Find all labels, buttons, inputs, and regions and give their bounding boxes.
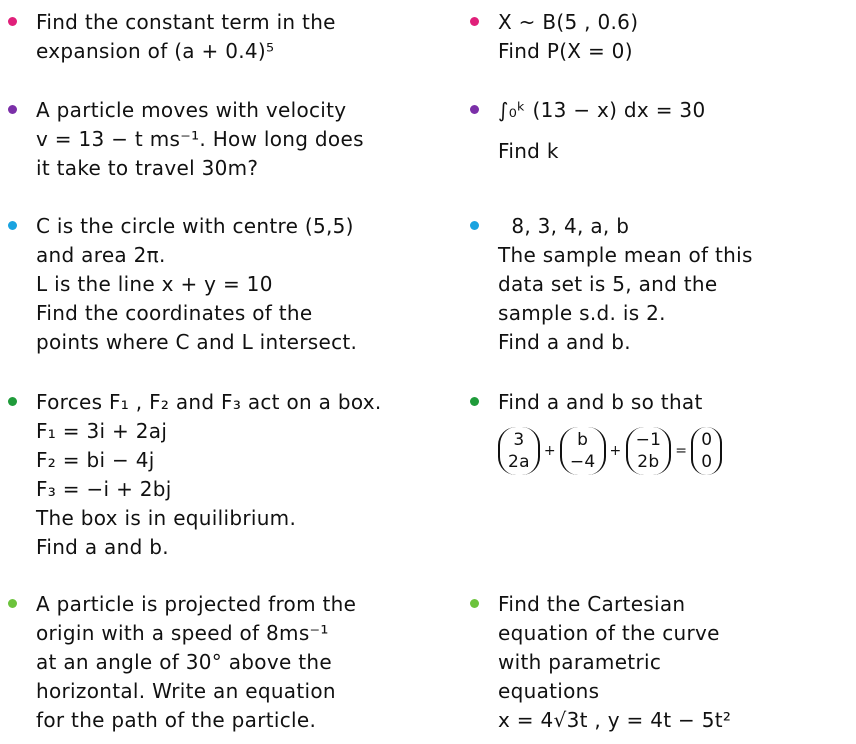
question-line: Find a and b. xyxy=(36,535,169,559)
question-line: points where C and L intersect. xyxy=(36,330,358,354)
question-line: Find a and b so that xyxy=(498,390,703,414)
question-line: A particle moves with velocity xyxy=(36,98,347,122)
question-line: it take to travel 30m? xyxy=(36,156,259,180)
question-forces xyxy=(8,388,382,562)
question-line: L is the line x + y = 10 xyxy=(36,272,273,296)
question-line: equations xyxy=(498,679,600,703)
question-line: The box is in equilibrium. xyxy=(36,506,297,530)
question-line: expansion of (a + 0.4)⁵ xyxy=(36,39,275,63)
question-parametric xyxy=(470,590,731,735)
question-integral xyxy=(470,96,705,166)
question-binomial-probability xyxy=(470,8,638,66)
question-line: Find the Cartesian xyxy=(498,592,686,616)
bullet-dot xyxy=(8,105,17,114)
column-vector xyxy=(626,427,672,475)
question-particle-velocity xyxy=(8,96,364,183)
vector-entry: −1 xyxy=(635,430,662,450)
question-vector-sum xyxy=(470,388,722,475)
question-line: Find P(X = 0) xyxy=(498,39,633,63)
question-binomial-constant xyxy=(8,8,336,66)
column-vector xyxy=(691,427,722,475)
question-line: origin with a speed of 8ms⁻¹ xyxy=(36,621,329,645)
vector-entry: 0 xyxy=(701,452,713,472)
bullet-dot xyxy=(8,17,17,26)
vector-entry: 2b xyxy=(637,452,660,472)
question-sample-statistics xyxy=(470,212,753,357)
column-vector xyxy=(498,427,540,475)
vector-entry: b xyxy=(577,430,589,450)
bullet-dot xyxy=(8,599,17,608)
vector-entry: 3 xyxy=(513,430,525,450)
question-line: horizontal. Write an equation xyxy=(36,679,336,703)
vector-entry: 0 xyxy=(701,430,713,450)
vector-entry: 2a xyxy=(508,452,530,472)
question-line: F₃ = −i + 2bj xyxy=(36,477,172,501)
question-line: and area 2π. xyxy=(36,243,166,267)
question-line: Find a and b. xyxy=(498,330,631,354)
plus-sign: + xyxy=(609,442,622,459)
question-line: Find the constant term in the xyxy=(36,10,336,34)
question-line: The sample mean of this xyxy=(498,243,753,267)
question-projectile xyxy=(8,590,356,735)
question-line: Forces F₁ , F₂ and F₃ act on a box. xyxy=(36,390,382,414)
bullet-dot xyxy=(470,221,479,230)
question-line: A particle is projected from the xyxy=(36,592,357,616)
question-line: ∫₀ᵏ (13 − x) dx = 30 xyxy=(498,98,706,122)
plus-sign: + xyxy=(543,442,556,459)
question-line: F₁ = 3i + 2aj xyxy=(36,419,168,443)
question-line: Find k xyxy=(498,139,559,163)
question-line: for the path of the particle. xyxy=(36,708,317,732)
question-line: sample s.d. is 2. xyxy=(498,301,666,325)
vector-entry: −4 xyxy=(569,452,596,472)
bullet-dot xyxy=(470,599,479,608)
vector-equation xyxy=(498,427,722,475)
equals-sign: = xyxy=(675,442,688,459)
question-line: v = 13 − t ms⁻¹. How long does xyxy=(36,127,364,151)
question-line: X ~ B(5 , 0.6) xyxy=(498,10,639,34)
question-line: 8, 3, 4, a, b xyxy=(498,214,630,238)
question-line: at an angle of 30° above the xyxy=(36,650,332,674)
column-vector xyxy=(560,427,606,475)
question-line: Find the coordinates of the xyxy=(36,301,313,325)
bullet-dot xyxy=(470,105,479,114)
question-line: C is the circle with centre (5,5) xyxy=(36,214,354,238)
bullet-dot xyxy=(8,397,17,406)
question-circle-line xyxy=(8,212,357,357)
question-line: F₂ = bi − 4j xyxy=(36,448,155,472)
question-line: data set is 5, and the xyxy=(498,272,718,296)
question-line xyxy=(498,125,705,137)
question-line: equation of the curve xyxy=(498,621,720,645)
question-line: x = 4√3t , y = 4t − 5t² xyxy=(498,708,732,732)
bullet-dot xyxy=(470,17,479,26)
question-line: with parametric xyxy=(498,650,662,674)
bullet-dot xyxy=(8,221,17,230)
bullet-dot xyxy=(470,397,479,406)
